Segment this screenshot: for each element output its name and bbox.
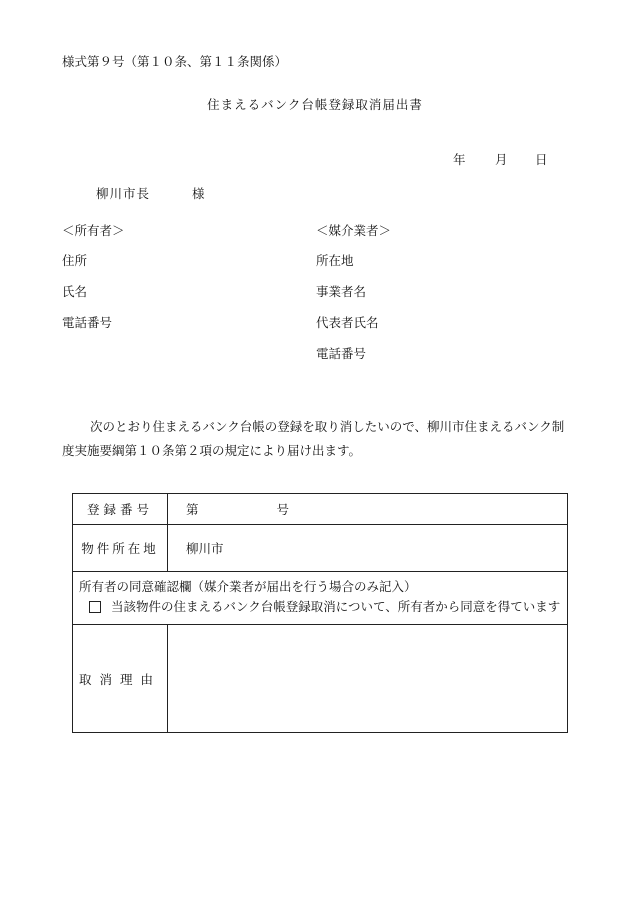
consent-checkbox[interactable] (89, 601, 101, 613)
date-month: 月 (495, 152, 508, 167)
form-number: 様式第９号（第１０条、第１１条関係） (62, 54, 288, 69)
broker-representative-label: 代表者氏名 (316, 315, 379, 330)
owner-name-label: 氏名 (62, 284, 88, 299)
broker-company-label: 事業者名 (316, 284, 367, 299)
addressee-honorific: 様 (192, 186, 206, 201)
broker-header: ＜媒介業者＞ (316, 223, 392, 238)
cancel-reason-field[interactable] (168, 625, 568, 733)
consent-cell (73, 572, 568, 625)
document-title: 住まえるバンク台帳登録取消届出書 (207, 97, 423, 112)
consent-text: 当該物件の住まえるバンク台帳登録取消について、所有者から同意を得ています (111, 599, 561, 614)
property-row (73, 525, 568, 572)
date-day: 日 (535, 152, 548, 167)
registration-number-field[interactable] (168, 494, 568, 525)
broker-location-label: 所在地 (316, 253, 354, 268)
cancel-reason-label: 取消理由 (73, 625, 168, 733)
owner-address-label: 住所 (62, 253, 88, 268)
owner-header: ＜所有者＞ (62, 223, 125, 238)
broker-phone-label: 電話番号 (316, 346, 367, 361)
addressee (96, 184, 206, 202)
consent-title: 所有者の同意確認欄（媒介業者が届出を行う場合のみ記入） (79, 579, 417, 594)
property-location-label: 物件所在地 (73, 525, 168, 572)
body-text: 次のとおり住まえるバンク台帳の登録を取り消したいので、柳川市住まえるバンク制度実施要綱第１０条第２項の規定により届け出ます。 (62, 419, 565, 458)
registration-row (73, 494, 568, 525)
property-location-field[interactable]: 柳川市 (168, 525, 568, 572)
registration-number-label: 登録番号 (73, 494, 168, 525)
registration-prefix: 第 (186, 502, 199, 517)
date-year: 年 (453, 152, 466, 167)
addressee-name: 柳川市長 (96, 186, 151, 201)
registration-suffix: 号 (276, 502, 289, 517)
form-table (72, 493, 568, 733)
owner-phone-label: 電話番号 (62, 315, 113, 330)
reason-row (73, 625, 568, 733)
consent-row (73, 572, 568, 625)
